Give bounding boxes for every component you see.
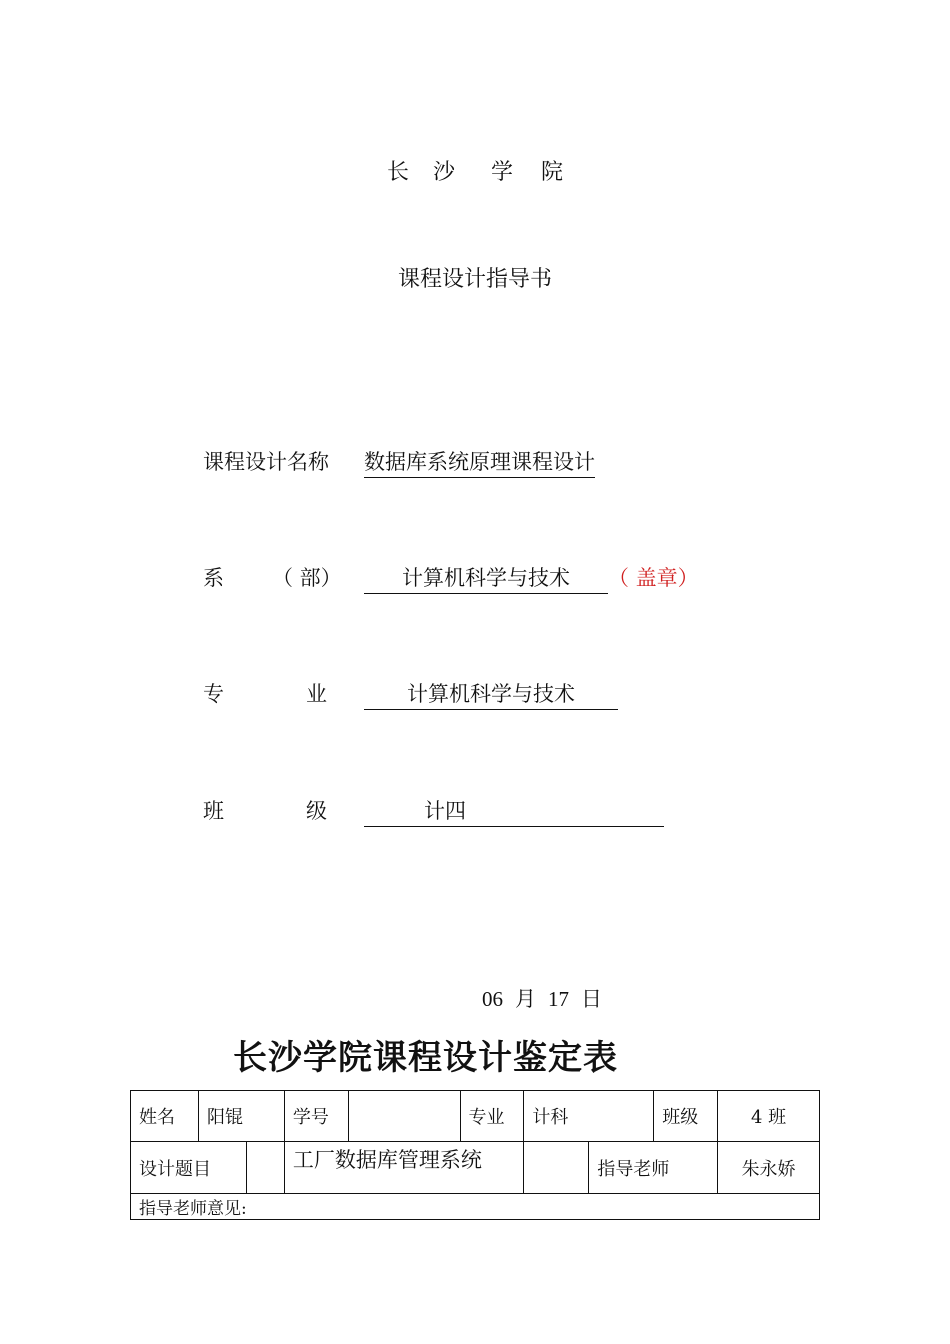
topic-value: 工厂数据库管理系统 — [284, 1142, 524, 1194]
date-day: 17 — [548, 987, 569, 1011]
major-label: 专 — [203, 682, 224, 706]
name-value: 阳锟 — [198, 1091, 284, 1142]
dept-label: 系 — [203, 566, 224, 590]
class-label-2: 级 — [306, 799, 327, 823]
major-value: 计算机科学与技术 — [364, 678, 618, 710]
table-row — [131, 1091, 820, 1142]
table-row — [131, 1142, 820, 1194]
class-value-line — [364, 795, 664, 827]
topic-label — [131, 1142, 285, 1194]
school-char: 学 — [491, 160, 514, 185]
course-name-value: 数据库系统原理课程设计 — [364, 446, 595, 478]
course-name-label: 课程设计名称 — [203, 450, 329, 474]
date-month: 06 — [482, 987, 503, 1011]
class-label: 班 — [203, 799, 224, 823]
student-id-value — [348, 1091, 460, 1142]
evaluation-title: 长沙学院课程设计鉴定表 — [233, 1038, 618, 1078]
dept-label-paren: （ 部） — [272, 566, 342, 590]
dept-value: 计算机科学与技术 — [364, 562, 608, 594]
class-value-cell: 4 班 — [718, 1091, 820, 1142]
student-id-label: 学号 — [284, 1091, 348, 1142]
major-label-2: 业 — [306, 682, 327, 706]
school-char: 沙 — [432, 160, 455, 185]
date-line — [482, 983, 614, 1013]
table-row — [131, 1194, 820, 1220]
school-name — [0, 155, 950, 186]
major-label-cell: 专业 — [460, 1091, 524, 1142]
guide-title: 课程设计指导书 — [397, 267, 552, 292]
advisor-label — [524, 1142, 718, 1194]
class-value: 计四 — [424, 799, 466, 823]
school-char: 长 — [386, 160, 409, 185]
school-char: 院 — [541, 160, 564, 185]
major-value-cell: 计科 — [524, 1091, 654, 1142]
dept-seal: （ 盖章） — [608, 566, 699, 590]
date-day-unit: 日 — [581, 987, 602, 1011]
class-label-cell: 班级 — [654, 1091, 718, 1142]
advisor-opinion: 指导老师意见: — [131, 1194, 820, 1220]
advisor-value: 朱永娇 — [718, 1142, 820, 1194]
evaluation-table — [130, 1090, 820, 1220]
topic-label-text: 设计题目 — [131, 1142, 247, 1193]
date-month-unit: 月 — [515, 987, 536, 1011]
name-label: 姓名 — [131, 1091, 199, 1142]
advisor-label-text: 指导老师 — [588, 1142, 717, 1193]
